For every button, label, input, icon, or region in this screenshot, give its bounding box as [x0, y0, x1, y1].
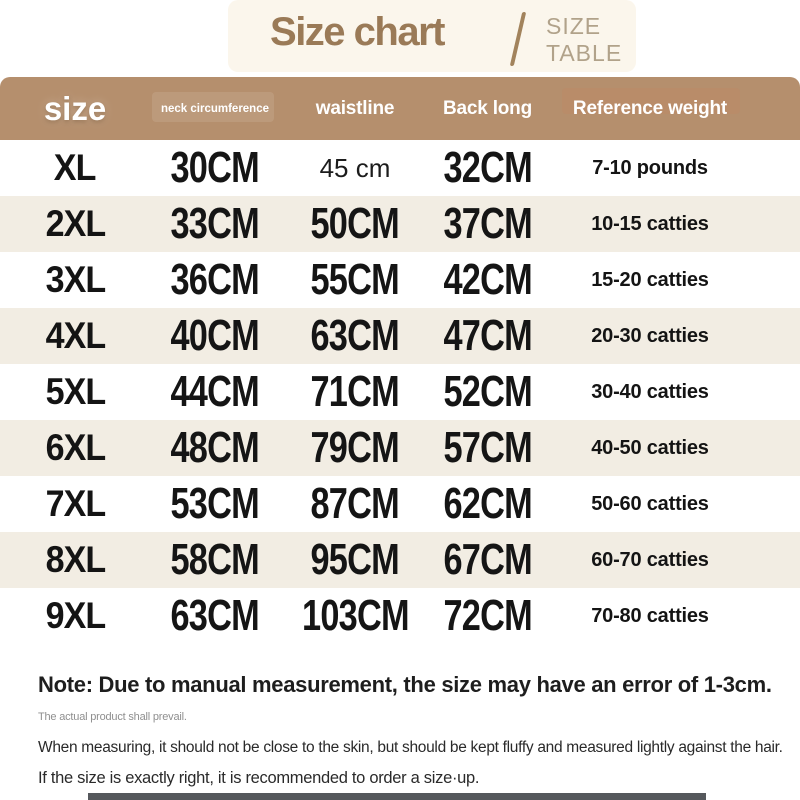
neck-cell: 30CM: [170, 143, 260, 192]
waist-cell: 71CM: [310, 367, 400, 416]
size-cell: 6XL: [45, 427, 105, 468]
side-label: [546, 13, 622, 67]
side-label-line2: TABLE: [546, 40, 623, 66]
weight-cell: 50-60 catties: [591, 492, 709, 515]
neck-cell: 48CM: [170, 423, 260, 472]
weight-cell: 40-50 catties: [591, 436, 709, 459]
back-cell: 57CM: [443, 423, 532, 472]
waist-cell: 55CM: [310, 255, 400, 304]
back-cell: 52CM: [443, 367, 532, 416]
size-cell: 8XL: [45, 539, 105, 580]
page-title: Size chart: [270, 10, 444, 54]
weight-cell: 15-20 catties: [591, 268, 709, 291]
back-cell: 67CM: [443, 535, 532, 584]
back-cell: 37CM: [443, 199, 532, 248]
neck-cell: 36CM: [170, 255, 260, 304]
table-header: [0, 77, 800, 140]
size-cell: 3XL: [45, 259, 105, 300]
neck-cell: 40CM: [170, 311, 260, 360]
weight-cell: 7-10 pounds: [592, 156, 708, 179]
size-cell: 2XL: [45, 203, 105, 244]
waist-cell: 87CM: [310, 479, 400, 528]
waist-cell: 45 cm: [319, 152, 391, 183]
table-row: [0, 420, 800, 476]
header-weight: Reference weight: [572, 97, 728, 119]
neck-cell: 44CM: [170, 367, 260, 416]
header-waist: waistline: [315, 97, 395, 119]
table-row: [0, 476, 800, 532]
bottom-bar: [88, 793, 706, 800]
weight-cell: 10-15 catties: [591, 212, 709, 235]
table-row: [0, 252, 800, 308]
note-measuring-tip: When measuring, it should not be close to the skin, but should be kept fluffy and measured lightly against the hair.: [38, 739, 783, 756]
size-cell: XL: [54, 147, 96, 188]
weight-cell: 60-70 catties: [591, 548, 709, 571]
back-cell: 42CM: [443, 255, 532, 304]
weight-cell: 20-30 catties: [591, 324, 709, 347]
size-cell: 7XL: [45, 483, 105, 524]
table-row: [0, 532, 800, 588]
header-size: size: [43, 89, 107, 127]
waist-cell: 63CM: [310, 311, 400, 360]
table-row: [0, 140, 800, 196]
size-cell: 4XL: [45, 315, 105, 356]
neck-cell: 53CM: [170, 479, 260, 528]
note-sizing-tip: If the size is exactly right, it is recommended to order a size·up.: [38, 769, 480, 787]
header-neck: neck circumference: [160, 102, 270, 115]
table-body: [0, 140, 800, 644]
waist-cell: 50CM: [310, 199, 400, 248]
table-row: [0, 588, 800, 644]
back-cell: 32CM: [443, 143, 532, 192]
size-cell: 9XL: [45, 595, 105, 636]
neck-cell: 63CM: [170, 591, 260, 640]
back-cell: 47CM: [443, 311, 532, 360]
neck-cell: 33CM: [170, 199, 260, 248]
back-cell: 62CM: [443, 479, 532, 528]
note-disclaimer: The actual product shall prevail.: [38, 711, 187, 723]
waist-cell: 103CM: [301, 591, 409, 640]
weight-cell: 30-40 catties: [591, 380, 709, 403]
waist-cell: 79CM: [310, 423, 400, 472]
weight-cell: 70-80 catties: [591, 604, 709, 627]
table-row: [0, 196, 800, 252]
header-back: Back long: [443, 97, 532, 119]
table-row: [0, 364, 800, 420]
size-cell: 5XL: [45, 371, 105, 412]
note-main: Note: Due to manual measurement, the size may have an error of 1-3cm.: [38, 672, 772, 697]
side-label-line1: SIZE: [546, 13, 602, 39]
table-row: [0, 308, 800, 364]
neck-cell: 58CM: [170, 535, 260, 584]
waist-cell: 95CM: [310, 535, 400, 584]
back-cell: 72CM: [443, 591, 532, 640]
